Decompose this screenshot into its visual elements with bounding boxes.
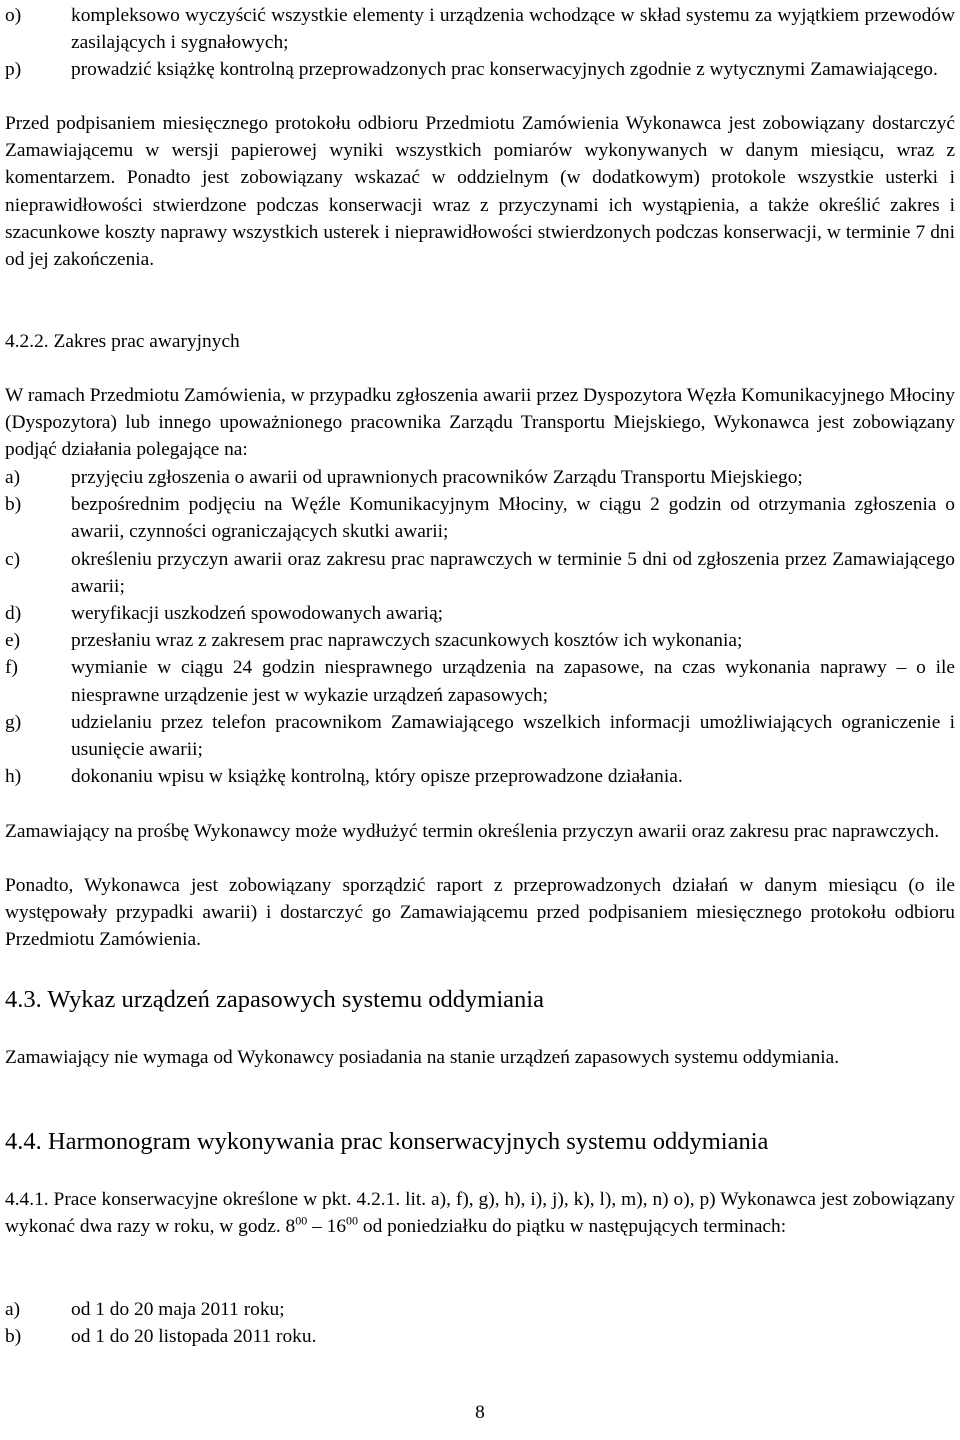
list-item-text: weryfikacji uszkodzeń spowodowanych awarią; (71, 603, 444, 625)
list-item-text: wymianie w ciągu 24 godzin niesprawnego urządzenia na zapasowe, na czas wykonania naprawy – o ile niesprawne urządzenie jest w wykazie urządzeń zapasowych; (71, 657, 955, 706)
list-item-label: a) (5, 467, 21, 488)
list-item-text: bezpośrednim podjęciu na Węźle Komunikacyjnym Młociny, w ciągu 2 godzin od otrzymania zgłoszenia o awarii, czynności ograniczających skutki awarii; (71, 494, 955, 543)
list-item-e (5, 627, 955, 654)
list-item-label: f) (5, 657, 18, 679)
list-item-text: dokonaniu wpisu w książkę kontrolną, który opisze przeprowadzone działania. (71, 766, 683, 788)
hour-superscript-end: 00 (346, 1213, 359, 1228)
list-item-p (5, 56, 955, 83)
list-item-label: b) (5, 1326, 22, 1348)
section-heading-4-4: 4.4. Harmonogram wykonywania prac konserwacyjnych systemu oddymiania (5, 1128, 769, 1155)
list-item-label: g) (5, 711, 22, 733)
paragraph-measurement-report: Przed podpisaniem miesięcznego protokołu odbioru Przedmiotu Zamówienia Wykonawca jest zobowiązany dostarczyć Zamawiającemu w wersji papierowej wyniki wszystkich pomiarów wykonywanych w danym miesiącu, wraz z komentarzem. Ponadto jest zobowiązany wskazać w oddzielnym (w dodatkowym) protokole wszystkie usterki i nieprawidłowości stwierdzone podczas konserwacji wraz z przyczynami ich wystąpienia, a także określić zakres i szacunkowe koszty naprawy wszystkich usterek i nieprawidłowości stwierdzonych podczas konserwacji, w terminie 7 dni od jej zakończenia. (5, 113, 955, 271)
paragraph-emergency-scope: W ramach Przedmiotu Zamówienia, w przypadku zgłoszenia awarii przez Dyspozytora Węzła Komunikacyjnego Młociny (Dyspozytora) lub innego upoważnionego pracownika Zarządu Transportu Miejskiego, Wykonawca jest zobowiązany podjąć działania polegające na: (5, 385, 955, 461)
list-item-label: b) (5, 494, 22, 516)
section-heading-4-3: 4.3. Wykaz urządzeń zapasowych systemu oddymiania (5, 986, 544, 1013)
list-item-date-a (5, 1296, 955, 1323)
list-item-a (5, 464, 955, 491)
list-item-text: prowadzić książkę kontrolną przeprowadzonych prac konserwacyjnych zgodnie z wytycznymi Zamawiającego. (71, 59, 938, 81)
list-item-text: określeniu przyczyn awarii oraz zakresu prac naprawczych w terminie 5 dni od zgłoszenia przez Zamawiającego awarii; (71, 548, 955, 597)
list-emergency-actions (5, 464, 955, 790)
schedule-text-part-1: 4.4.1. Prace konserwacyjne określone w pkt. 4.2.1. lit. a), f), g), h), i), j), k), l), m), n) o), p) Wykonawca jest zobowiązany wykonać dwa razy w roku, w godz. 8 (5, 1189, 955, 1238)
list-item-label: o) (5, 5, 22, 26)
paragraph-spare-devices: Zamawiający nie wymaga od Wykonawcy posiadania na stanie urządzeń zapasowych systemu oddymiania. (5, 1047, 840, 1068)
list-item-label: d) (5, 603, 22, 625)
list-item-c (5, 546, 955, 600)
list-item-date-b (5, 1323, 955, 1350)
list-item-h (5, 763, 955, 790)
list-item-b (5, 491, 955, 545)
list-item-text: przyjęciu zgłoszenia o awarii od uprawnionych pracowników Zarządu Transportu Miejskiego; (71, 467, 803, 488)
list-item-label: c) (5, 548, 21, 570)
list-item-f (5, 654, 955, 708)
list-item-o (5, 2, 955, 56)
list-continuation (5, 2, 955, 84)
hour-superscript-start: 00 (295, 1213, 308, 1228)
list-item-text: od 1 do 20 maja 2011 roku; (71, 1299, 285, 1320)
list-item-text: udzielaniu przez telefon pracownikom Zamawiającego wszelkich informacji umożliwiających ograniczenie i usunięcie awarii; (71, 711, 955, 761)
list-item-g (5, 709, 955, 763)
list-item-label: h) (5, 766, 22, 788)
schedule-text-part-3: od poniedziałku do piątku w następujących terminach: (358, 1216, 787, 1238)
list-item-text: kompleksowo wyczyścić wszystkie elementy i urządzenia wchodzące w skład systemu za wyjątkiem przewodów zasilających i sygnałowych; (71, 5, 955, 54)
list-item-text: od 1 do 20 listopada 2011 roku. (71, 1326, 317, 1348)
page-number: 8 (475, 1402, 485, 1423)
list-item-d (5, 600, 955, 627)
list-schedule-dates (5, 1296, 955, 1350)
paragraph-deadline-extension: Zamawiający na prośbę Wykonawcy może wydłużyć termin określenia przyczyn awarii oraz zakresu prac naprawczych. (5, 821, 940, 842)
document-page (5, 0, 955, 1440)
list-item-label: e) (5, 630, 21, 652)
list-item-text: przesłaniu wraz z zakresem prac naprawczych szacunkowych kosztów ich wykonania; (71, 630, 743, 652)
schedule-text-part-2: – 16 (307, 1216, 347, 1238)
paragraph-monthly-report: Ponadto, Wykonawca jest zobowiązany sporządzić raport z przeprowadzonych działań w danym miesiącu (o ile występowały przypadki awarii) i dostarczyć go Zamawiającemu przed podpisaniem miesięcznego protokołu odbioru Przedmiotu Zamówienia. (5, 875, 955, 951)
list-item-label: a) (5, 1299, 21, 1320)
subsection-heading-4-2-2: 4.2.2. Zakres prac awaryjnych (5, 331, 240, 352)
paragraph-maintenance-schedule (5, 1186, 955, 1240)
list-item-label: p) (5, 59, 22, 81)
